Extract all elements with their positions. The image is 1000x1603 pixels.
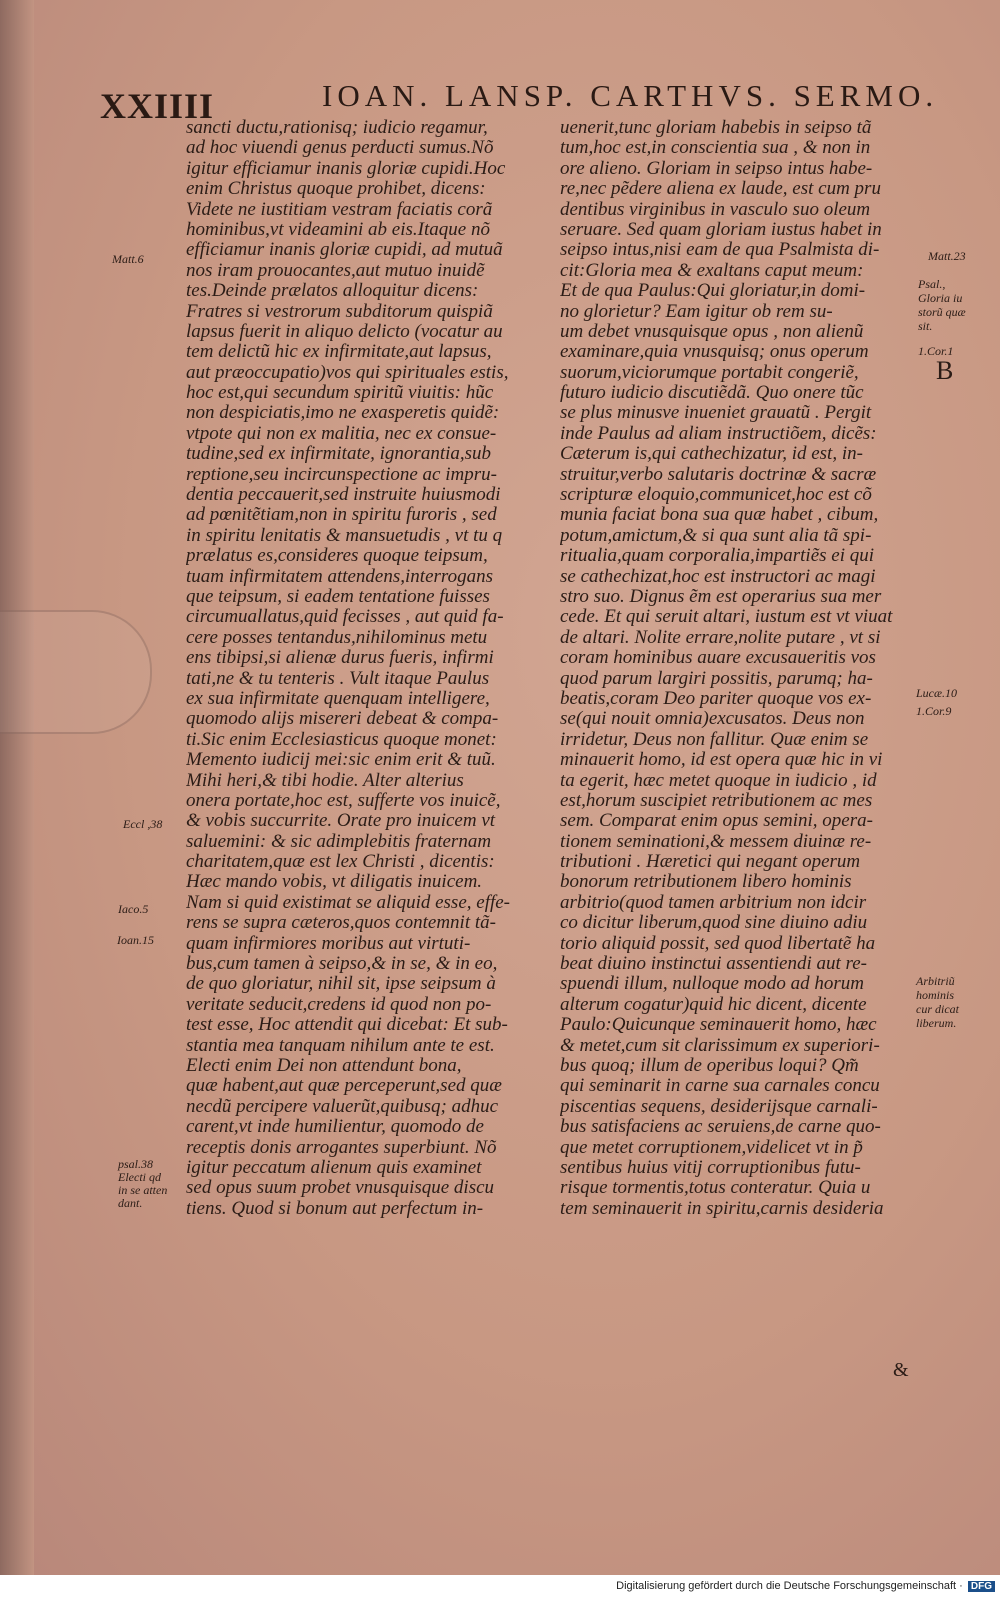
text-line: ad pœnitẽtiam,non in spiritu furoris , sed: [186, 505, 497, 526]
text-line: tudine,sed ex infirmitate, ignorantia,sub: [186, 444, 492, 465]
text-line: aut præoccupatio)vos qui spirituales estis,: [186, 362, 509, 383]
text-line: & metet,cum sit clarissimum ex superiori-: [560, 1035, 880, 1056]
text-line: tiens. Quod si bonum aut perfectum in-: [186, 1198, 484, 1219]
text-line: suorum,viciorumque portabit congeriẽ,: [560, 362, 859, 383]
text-line: est,horum suscipiet retributionem ac mes: [560, 790, 873, 811]
margin-note-arbitrium: Arbitriũ: [916, 974, 955, 988]
text-line: se cathechizat,hoc est instructori ac magi: [560, 566, 876, 587]
text-line: igitur peccatum alienum quis examinet: [186, 1157, 482, 1178]
text-line: tionem seminationi,& messem diuinæ re-: [560, 831, 872, 852]
text-line: non despiciatis,imo ne exasperetis quidẽ:: [186, 403, 500, 424]
text-line: Electi enim Dei non attendunt bona,: [186, 1055, 462, 1076]
text-line: minauerit homo, id est opera quæ hic in vi: [560, 750, 883, 771]
binding-gutter: [0, 0, 34, 1575]
text-line: vtpote qui non ex malitia, nec ex consue-: [186, 423, 497, 444]
text-line: se plus minusve inueniet grauatũ . Pergit: [560, 403, 872, 424]
text-line: tem seminauerit in spiritu,carnis desideria: [560, 1198, 884, 1219]
text-line: torio aliquid possit, sed quod libertatẽ ha: [560, 933, 876, 954]
text-line: munia faciat bona sua quæ habet , cibum,: [560, 505, 879, 526]
section-letter-b: B: [936, 356, 954, 385]
text-line: Memento iudicij mei:sic enim erit & tuũ.: [186, 750, 496, 771]
text-line: examinare,quia vnusquisq; onus operum: [560, 342, 869, 363]
text-line: cede. Et qui seruit altari, iustum est vt viuat: [560, 607, 893, 628]
running-title: IOAN. LANSP. CARTHVS. SERMO.: [322, 78, 939, 113]
text-line: spuendi illum, nulloque modo ad horum: [560, 974, 864, 995]
margin-ref-luc: Lucæ.10: [916, 686, 958, 700]
text-line: scripturæ eloquio,communicet,hoc est cõ: [560, 485, 872, 506]
text-line: bus satisfaciens ac seruiens,de carne quo-: [560, 1117, 881, 1138]
text-line: bonorum retributionem libero hominis: [560, 872, 852, 893]
text-line: tati,ne & tu tenteris . Vult itaque Paulus: [186, 668, 490, 689]
text-line: Nam si quid existimat se aliquid esse, effe-: [186, 892, 511, 913]
digitization-footer: [0, 1580, 995, 1603]
text-line: stro suo. Dignus ẽm est operarius sua mer: [560, 586, 882, 607]
margin-note-gloria-3: sit.: [918, 319, 933, 333]
text-line: ex sua infirmitate quenquam intelligere,: [186, 688, 490, 709]
text-line: Cæterum is,qui cathechizatur, id est, in-: [560, 444, 863, 465]
text-line: receptis donis arrogantes superbiunt. Nõ: [186, 1137, 497, 1158]
text-line: tributioni . Hæretici qui negant operum: [560, 852, 861, 873]
text-line: lapsus fuerit in aliquo delicto (vocatur au: [186, 321, 503, 342]
margin-ref-psal-right: Psal.,: [918, 277, 946, 291]
text-line: cit:Gloria mea & exaltans caput meum:: [560, 260, 864, 281]
text-line: re,nec pẽdere aliena ex laude, est cum pru: [560, 179, 881, 200]
text-line: se(qui nouit omnia)excusatos. Deus non: [560, 709, 865, 730]
text-line: Et de qua Paulus:Qui gloriatur,in domi-: [560, 281, 866, 302]
text-line: saluemini: & sic adimplebitis fraternam: [186, 831, 492, 852]
margin-note-gloria: Gloria iu: [918, 291, 963, 305]
margin-note-arbitrium-4: liberum.: [916, 1016, 957, 1030]
margin-ref-matt-right: Matt.23: [928, 249, 966, 263]
text-line: alterum cogatur)quid hic dicent, dicente: [560, 994, 867, 1015]
margin-note-arbitrium-3: cur dicat: [916, 1002, 959, 1016]
text-line: stantia mea tanquam nihilum ante te est.: [186, 1035, 495, 1056]
margin-ref-cor: 1.Cor.1: [918, 344, 954, 358]
text-line: circumuallatus,quid fecisses , aut quid fa-: [186, 607, 504, 628]
text-line: sancti ductu,rationisq; iudicio regamur,: [186, 118, 488, 138]
text-line: sentibus huius vitij corruptionibus futu-: [560, 1157, 861, 1178]
text-line: struitur,verbo salutaris doctrinæ & sacræ: [560, 464, 877, 485]
margin-note-gloria-2: storũ quæ: [918, 305, 966, 319]
text-line: prælatus es,consideres quoque teipsum,: [186, 546, 488, 567]
text-line: quomodo alijs misereri debeat & compa-: [186, 709, 499, 730]
left-text-column: [186, 118, 546, 1219]
text-line: quod parum largiri possitis, parumq; ha-: [560, 668, 873, 689]
text-line: ad hoc viuendi genus perducti sumus.Nõ: [186, 138, 494, 159]
text-line: ens tibipsi,si alienæ durus fueris, infirmi: [186, 648, 494, 669]
text-line: rens se supra cæteros,quos contemnit tã-: [186, 913, 496, 934]
margin-ref-eccl: Eccl ,38: [123, 817, 163, 831]
text-line: charitatem,quæ est lex Christi , dicentis:: [186, 852, 495, 873]
text-line: futuro iudicio discutiẽdã. Quo onere tũc: [560, 383, 864, 404]
text-line: efficiamur inanis gloriæ cupidi, ad mutuã: [186, 240, 503, 261]
text-line: dentia peccauerit,sed instruite huiusmodi: [186, 485, 501, 506]
text-line: carent,vt inde humilientur, quomodo de: [186, 1117, 484, 1138]
text-line: bus quoq; illum de operibus loqui? Qm̃: [560, 1055, 859, 1076]
text-line: test esse, Hoc attendit qui dicebat: Et sub-: [186, 1015, 508, 1036]
margin-ref-iaco: Iaco.5: [118, 902, 149, 916]
right-text-column: [560, 118, 910, 1219]
margin-ref-cor-2: 1.Cor.9: [916, 704, 952, 718]
text-line: cere posses tentandus,nihilominus metu: [186, 627, 488, 648]
text-line: quæ habent,aut quæ perceperunt,sed quæ: [186, 1076, 502, 1097]
text-line: tum,hoc est,in conscientia sua , & non in: [560, 138, 871, 159]
text-line: co dicitur liberum,quod sine diuino adiu: [560, 913, 868, 934]
text-line: ti.Sic enim Ecclesiasticus quoque monet:: [186, 729, 497, 750]
text-line: ritualia,quam corporalia,impartiẽs ei qui: [560, 546, 875, 567]
page-fold-shadow: [0, 610, 152, 734]
text-line: quam infirmiores moribus aut virtuti-: [186, 933, 471, 954]
text-line: que teipsum, si eadem tentatione fuisses: [186, 586, 490, 607]
text-line: tuam infirmitatem attendens,interrogans: [186, 566, 493, 587]
text-line: seruare. Sed quam gloriam iustus habet in: [560, 219, 882, 240]
text-line: necdũ percipere valuerũt,quibusq; adhuc: [186, 1096, 499, 1117]
text-line: piscentias sequens, desiderijsque carnali-: [560, 1096, 878, 1117]
text-line: Mihi heri,& tibi hodie. Alter alterius: [186, 770, 464, 791]
text-line: ta egerit, hæc metet quoque in iudicio , id: [560, 770, 877, 791]
text-line: ore alieno. Gloriam in seipso intus habe-: [560, 158, 873, 179]
text-line: veritate seducit,credens id quod non po-: [186, 994, 492, 1015]
text-line: Videte ne iustitiam vestram faciatis corã: [186, 199, 493, 220]
text-line: beat diuino instinctui assentiendi aut re-: [560, 954, 867, 975]
text-line: irridetur, Deus non fallitur. Quæ enim se: [560, 729, 869, 750]
text-line: onera portate,hoc est, sufferte vos inuicẽ,: [186, 790, 501, 811]
text-line: & vobis succurrite. Orate pro inuicem vt: [186, 811, 496, 832]
text-line: potum,amictum,& si qua sunt alia tã spi-: [560, 525, 872, 546]
folio-number: XXIIII: [100, 86, 215, 126]
text-line: arbitrio(quod tamen arbitrium non idcir: [560, 892, 867, 913]
text-line: risque tormentis,totus conteratur. Quia u: [560, 1178, 871, 1199]
margin-ref-matt: Matt.6: [112, 252, 144, 266]
text-line: inde Paulus ad aliam instructiõem, dicẽs:: [560, 423, 877, 444]
margin-note-electi-3: dant.: [118, 1196, 143, 1210]
text-line: Paulo:Quicunque seminauerit homo, hæc: [560, 1015, 877, 1036]
margin-ref-psal: psal.38: [118, 1157, 154, 1171]
text-line: qui seminarit in carne sua carnales concu: [560, 1076, 880, 1097]
margin-note-electi: Electi qd: [118, 1170, 161, 1184]
text-line: tes.Deinde prælatos alloquitur dicens:: [186, 281, 479, 302]
text-line: enim Christus quoque prohibet, dicens:: [186, 179, 486, 200]
margin-note-arbitrium-2: hominis: [916, 988, 955, 1002]
text-line: nos iram prouocantes,aut mutuo inuidẽ: [186, 260, 485, 281]
text-line: que metet corruptionem,videlicet vt in p̃: [560, 1137, 863, 1158]
text-line: uenerit,tunc gloriam habebis in seipso tã: [560, 118, 872, 138]
text-line: Hæc mando vobis, vt diligatis inuicem.: [186, 872, 483, 893]
text-line: de quo gloriatur, nihil sit, ipse seipsum à: [186, 974, 496, 995]
text-line: um debet vnusquisque opus , non alienũ: [560, 321, 864, 342]
text-line: igitur efficiamur inanis gloriæ cupidi.Hoc: [186, 158, 506, 179]
text-line: bus,cum tamen à seipso,& in se, & in eo,: [186, 954, 498, 975]
text-line: no glorietur? Eam igitur ob rem su-: [560, 301, 833, 322]
dfg-logo: DFG: [968, 1581, 995, 1592]
text-line: beatis,coram Deo pariter quoque vos ex-: [560, 688, 872, 709]
text-line: tem delictũ hic ex infirmitate,aut lapsus,: [186, 342, 492, 363]
text-line: sem. Comparat enim opus semini, opera-: [560, 811, 873, 832]
text-line: reptione,seu incircunspectione ac impru-: [186, 464, 497, 485]
text-line: sed opus suum probet vnusquisque discu: [186, 1178, 495, 1199]
margin-ref-ioan: Ioan.15: [117, 933, 154, 947]
catchword: &: [893, 1359, 909, 1381]
text-line: hominibus,vt videamini ab eis.Itaque nõ: [186, 219, 490, 240]
text-line: coram hominibus auare excusaueritis vos: [560, 648, 876, 669]
text-line: hoc est,qui secundum spiritũ viuitis: hũc: [186, 383, 494, 404]
text-line: de altari. Nolite errare,nolite putare , vt si: [560, 627, 881, 648]
text-line: dentibus virginibus in vasculo suo oleum: [560, 199, 871, 220]
footer-text: Digitalisierung gefördert durch die Deutsche Forschungsgemeinschaft ·: [616, 1580, 963, 1592]
text-line: in spiritu lenitatis & mansuetudis , vt tu q: [186, 525, 503, 546]
text-line: Fratres si vestrorum subditorum quispiã: [186, 301, 493, 322]
text-line: seipso intus,nisi eam de qua Psalmista di-: [560, 240, 880, 261]
margin-note-electi-2: in se atten: [118, 1183, 168, 1197]
